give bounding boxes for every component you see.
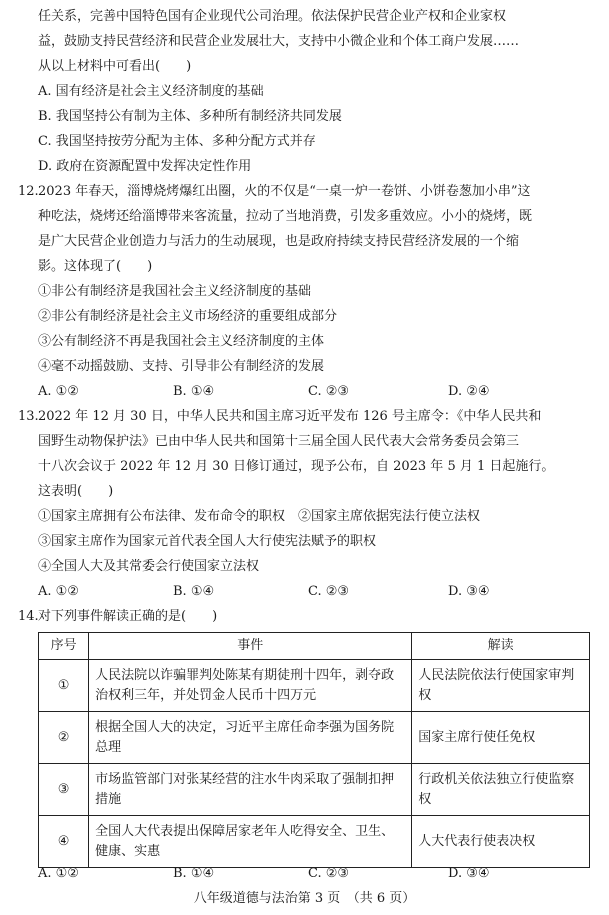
table-header-row — [39, 633, 590, 660]
header-event: 事件 — [89, 633, 412, 660]
q14-option-b: B. ①④ — [173, 866, 215, 881]
q14-option-d: D. ③④ — [448, 866, 490, 881]
intro-option-b: B. 我国坚持公有制为主体、多种所有制经济共同发展 — [38, 109, 342, 124]
row-number: ① — [39, 660, 89, 712]
row-reading: 人民法院依法行使国家审判权 — [412, 660, 590, 712]
q13-statement-4: ④全国人大及其常委会行使国家立法权 — [38, 559, 260, 574]
row-reading: 国家主席行使任免权 — [412, 712, 590, 764]
header-reading: 解读 — [412, 633, 590, 660]
q12-line-3: 是广大民营企业创造力与活力的生动展现，也是政府持续支持民营经济发展的一个缩 — [38, 234, 520, 249]
header-number: 序号 — [39, 633, 89, 660]
intro-question: 从以上材料中可看出( ) — [38, 59, 192, 74]
intro-option-a: A. 国有经济是社会主义经济制度的基础 — [38, 84, 264, 99]
q13-option-d: D. ③④ — [448, 584, 490, 599]
q13-option-c: C. ②③ — [308, 584, 350, 599]
q13-options — [38, 583, 578, 601]
table-row — [39, 764, 590, 816]
intro-line-2: 益，鼓励支持民营经济和民营企业发展壮大，支持中小微企业和个体工商户发展…… — [38, 34, 520, 49]
q12-number: 12. — [18, 184, 39, 199]
q13-line-2: 国野生动物保护法》已由中华人民共和国第十三届全国人民代表大会常务委员会第三 — [38, 434, 520, 449]
row-number: ④ — [39, 816, 89, 868]
row-event: 全国人大代表提出保障居家老年人吃得安全、卫生、健康、实惠 — [89, 816, 412, 868]
q13-option-a: A. ①② — [38, 584, 79, 599]
q14-option-c: C. ②③ — [308, 866, 350, 881]
q13-option-b: B. ①④ — [173, 584, 215, 599]
intro-option-d: D. 政府在资源配置中发挥决定性作用 — [38, 159, 252, 174]
q13-number: 13. — [18, 409, 39, 424]
q12-statement-1: ①非公有制经济是我国社会主义经济制度的基础 — [38, 284, 312, 299]
q12-statement-2: ②非公有制经济是社会主义市场经济的重要组成部分 — [38, 309, 338, 324]
events-table — [38, 632, 590, 868]
table-row — [39, 816, 590, 868]
q13-line-4: 这表明( ) — [38, 484, 114, 499]
table-row — [39, 712, 590, 764]
intro-line-1: 任关系，完善中国特色国有企业现代公司治理。依法保护民营企业产权和企业家权 — [38, 9, 507, 24]
q13-line-3: 十八次会议于 2022 年 12 月 30 日修订通过，现予公布，自 2023 年 5 月 1 日起施行。 — [38, 459, 555, 474]
q12-statement-3: ③公有制经济不再是我国社会主义经济制度的主体 — [38, 334, 325, 349]
table-row — [39, 660, 590, 712]
row-event: 根据全国人大的决定，习近平主席任命李强为国务院总理 — [89, 712, 412, 764]
q12-option-d: D. ②④ — [448, 384, 490, 399]
page-footer: 八年级道德与法治第 3 页 （共 6 页） — [193, 891, 416, 906]
intro-option-c: C. 我国坚持按劳分配为主体、多种分配方式并存 — [38, 134, 316, 149]
q12-line-1: 2023 年春天，淄博烧烤爆红出圈，火的不仅是“一桌一炉一卷饼、小饼卷葱加小串”这 — [38, 184, 531, 199]
q12-statement-4: ④毫不动摇鼓励、支持、引导非公有制经济的发展 — [38, 359, 325, 374]
q12-option-b: B. ①④ — [173, 384, 215, 399]
row-number: ② — [39, 712, 89, 764]
row-reading: 人大代表行使表决权 — [412, 816, 590, 868]
q12-line-4: 影。这体现了( ) — [38, 259, 153, 274]
q14-option-a: A. ①② — [38, 866, 79, 881]
row-reading: 行政机关依法独立行使监察权 — [412, 764, 590, 816]
row-event: 人民法院以诈骗罪判处陈某有期徒刑十四年，剥夺政治权利三年，并处罚金人民币十四万元 — [89, 660, 412, 712]
row-number: ③ — [39, 764, 89, 816]
q13-line-1: 2022 年 12 月 30 日，中华人民共和国主席习近平发布 126 号主席令：《中华人民共和 — [38, 409, 542, 424]
row-event: 市场监管部门对张某经营的注水牛肉采取了强制扣押措施 — [89, 764, 412, 816]
q14-options — [38, 865, 578, 883]
q12-options — [38, 383, 578, 401]
q13-statement-3: ③国家主席作为国家元首代表全国人大行使宪法赋予的职权 — [38, 534, 377, 549]
q14-stem: 对下列事件解读正确的是( ) — [38, 609, 218, 624]
q12-line-2: 种吃法，烧烤还给淄博带来客流量，拉动了当地消费，引发多重效应。小小的烧烤，既 — [38, 209, 533, 224]
q14-number: 14. — [18, 609, 39, 624]
q12-option-a: A. ①② — [38, 384, 79, 399]
q13-statement-1-2: ①国家主席拥有公布法律、发布命令的职权 ②国家主席依据宪法行使立法权 — [38, 509, 481, 524]
q12-option-c: C. ②③ — [308, 384, 350, 399]
